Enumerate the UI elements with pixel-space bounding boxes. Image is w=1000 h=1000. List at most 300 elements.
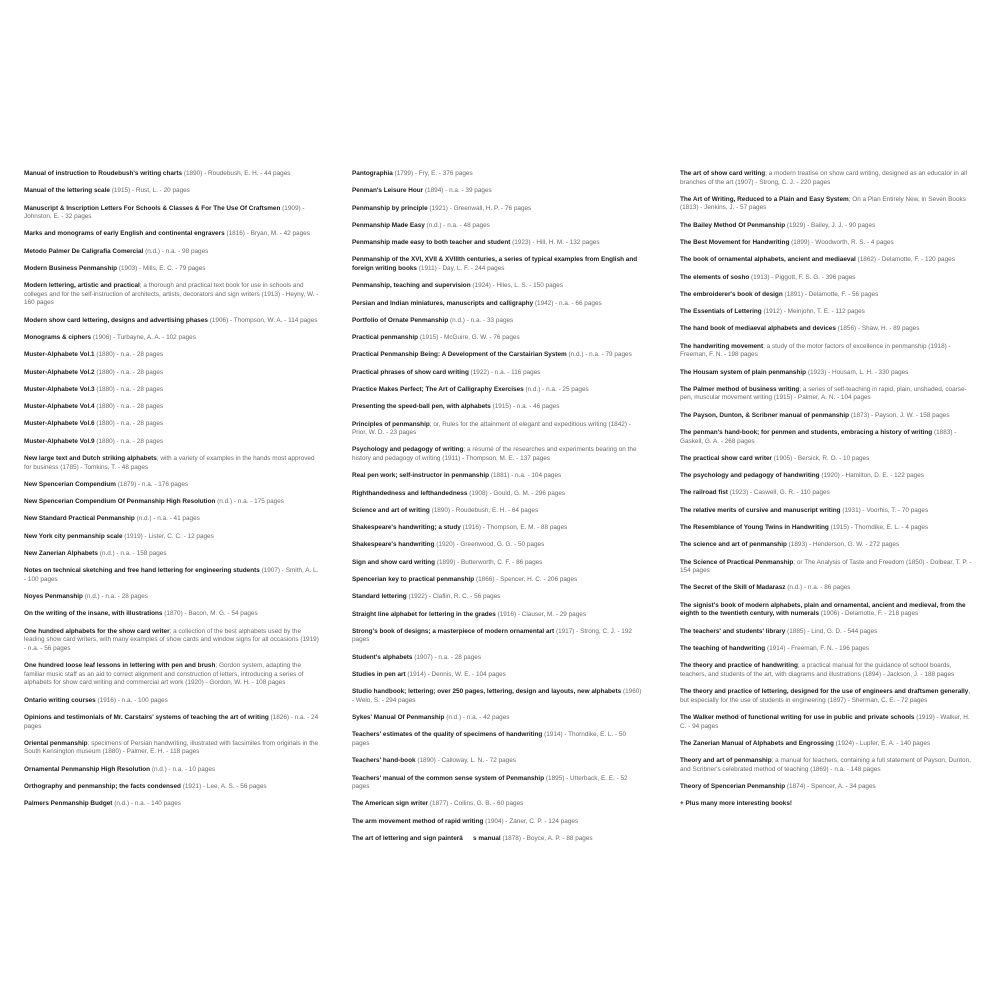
book-meta: (1914) - Thorndike, E. L. - 50 pages — [352, 731, 627, 747]
book-subtitle: ; On a Plan Entirely New, in Seven Books — [848, 195, 966, 203]
book-title: Muster-Alphabete Vol.3 — [24, 385, 95, 393]
book-title: Manual of the lettering scale — [24, 187, 110, 195]
book-meta: (1907) - Strong, C. J. - 220 pages — [735, 178, 831, 186]
book-meta: (1942) - n.a. - 66 pages — [534, 299, 602, 307]
book-title: The art of show card writing — [680, 170, 766, 177]
book-column-2 — [352, 170, 644, 852]
book-title: Theory of Spencerian Penmanship — [680, 782, 786, 790]
book-meta: (n.d.) - n.a. - 25 pages — [525, 385, 589, 393]
book-meta: (n.d.) - n.a. - 98 pages — [145, 247, 209, 255]
book-entry — [24, 455, 322, 472]
book-entry — [24, 662, 322, 688]
book-entry — [680, 645, 976, 654]
book-entry — [680, 602, 976, 619]
book-title: The psychology and pedagogy of handwriting — [680, 472, 820, 480]
book-meta: (1880) - n.a. - 28 pages — [96, 437, 164, 445]
book-meta: (1816) - Bryan, M. - 42 pages — [226, 230, 310, 238]
book-title: Practical penmanship — [352, 334, 419, 342]
book-title: The American sign writer — [352, 800, 429, 808]
book-title: New Zanerian Alphabets — [24, 550, 98, 557]
book-title: Shakespeare's handwriting — [352, 541, 435, 549]
book-entry — [680, 256, 976, 265]
book-title: Standard lettering — [352, 593, 407, 601]
book-entry — [24, 351, 322, 360]
book-entry — [352, 386, 644, 395]
book-meta: (1906) - Delamotte, F. - 218 pages — [820, 610, 919, 618]
book-title: Teachers' hand-book — [352, 757, 416, 765]
book-entry — [352, 317, 644, 326]
book-subtitle: ; a collection of the best alphabets used by the leading show card writers, with many examples of show cards and window signs for all occasions — [24, 627, 302, 644]
book-title: Muster-Alphabete Vol.6 — [24, 420, 95, 428]
book-title: The Art of Writing, Reduced to a Plain and Easy System — [680, 195, 849, 203]
book-meta: (1881) - n.a. - 104 pages — [490, 472, 562, 480]
book-subtitle: ; a thorough and practical text book for use in schools and colleges and for the self-instruction of architects, artists, decorators and sign writers — [24, 282, 304, 298]
book-entry — [24, 248, 322, 257]
book-entry — [680, 308, 976, 317]
book-meta: (1913) - Piggott, F. S. G. - 396 pages — [751, 273, 856, 281]
book-title: Principles of penmanship — [352, 420, 430, 428]
book-subtitle: ; or The Analysis of Taste and Freedom — [793, 558, 905, 566]
book-meta: (1920) - Hamilton, D. E. - 122 pages — [821, 472, 924, 480]
book-title: Strong's book of designs; a masterpiece of modern ornamental art — [352, 627, 555, 635]
book-entry — [352, 611, 644, 620]
book-entry — [24, 515, 322, 524]
book-meta: (n.d.) - n.a. - 33 pages — [450, 316, 514, 324]
book-entry — [24, 783, 322, 792]
book-title: Theory and art of penmanship — [680, 757, 772, 765]
book-entry — [352, 222, 644, 231]
book-entry — [680, 239, 976, 248]
book-title: The Best Movement for Handwriting — [680, 239, 790, 247]
book-title: Pantographia — [352, 170, 393, 177]
book-title: The teachers' and students' library — [680, 627, 786, 635]
book-title: New Spencerian Compendium Of Penmanship High Resolution — [24, 498, 216, 506]
book-entry — [352, 300, 644, 309]
book-title: Modern show card lettering, designs and advertising phases — [24, 316, 208, 324]
book-title: The theory and practice of handwriting — [680, 662, 798, 670]
book-title: Spencerian key to practical penmanship — [352, 575, 475, 583]
book-meta: (1850) - Dolbear, T. P. - 154 pages — [680, 558, 972, 575]
book-meta: (1880) - n.a. - 28 pages — [96, 403, 164, 411]
book-subtitle: ; a résumé of the researches and experiments bearing on the history and pedagogy of writing — [352, 446, 637, 462]
book-title: Penmanship made easy to both teacher and student — [352, 239, 511, 247]
book-title: One hundred alphabets for the show card writer — [24, 627, 170, 635]
book-meta: (n.d.) - n.a. - 140 pages — [114, 800, 182, 808]
book-title: Practical Penmanship Being: A Development of the Carstairian System — [352, 351, 567, 359]
book-meta: (1905) - Bersick, R. O. - 10 pages — [773, 454, 870, 462]
book-title: The practical show card writer — [680, 454, 772, 462]
book-meta: (1915) - Rust, L. - 20 pages — [111, 187, 190, 195]
book-entry — [352, 507, 644, 516]
book-entry — [24, 403, 322, 412]
book-meta: (1924) - Hiles, L. S. - 150 pages — [472, 282, 563, 290]
book-entry — [352, 239, 644, 248]
book-meta: (1890) - Roudebush, E. H. - 64 pages — [431, 506, 539, 514]
book-entry — [24, 610, 322, 619]
book-entry — [352, 559, 644, 568]
book-meta: (n.d.) - n.a. - 28 pages — [84, 593, 148, 601]
book-meta: (1904) - Zaner, C. P. - 124 pages — [485, 817, 579, 825]
book-column-1 — [24, 170, 322, 818]
book-meta: (1862) - Delamotte, F. - 120 pages — [857, 256, 955, 264]
book-meta: (1915) - n.a. - 46 pages — [492, 403, 560, 411]
book-entry — [352, 446, 644, 463]
book-title: The Essentials of Lettering — [680, 308, 762, 316]
book-meta: (1897) - Sherman, C. E. - 72 pages — [827, 696, 928, 704]
book-entry — [24, 740, 322, 757]
book-title: The Bailey Method Of Penmanship — [680, 221, 786, 229]
book-entry — [24, 481, 322, 490]
book-entry — [352, 524, 644, 533]
book-subtitle: ; a series of self-teaching in rapid, plain, unshaded, coarse-pen, muscular movement writing — [680, 385, 967, 402]
book-title: Shakespeare's handwriting; a study — [352, 524, 461, 532]
book-title: Ornamental Penmanship High Resolution — [24, 765, 151, 773]
book-entry — [680, 714, 976, 731]
book-title: Manuscript & Inscription Letters For Schools & Classes & For The Use Of Craftsmen — [24, 204, 281, 212]
book-entry — [680, 783, 976, 792]
book-subtitle: ; a modern treatise on show card writing, designed as an educator in all branches of the art — [680, 170, 967, 186]
book-meta: (1899) - Butterworth, C. F. - 86 pages — [436, 558, 543, 566]
book-entry — [24, 230, 322, 239]
book-title: Studies in pen art — [352, 670, 406, 678]
book-entry — [680, 369, 976, 378]
book-title: Science and art of writing — [352, 506, 430, 514]
book-meta: (1923) - Hill, H. M. - 132 pages — [512, 239, 600, 247]
more-books-note — [680, 800, 976, 809]
book-meta: (1842) - Prior, W. D. - 23 pages — [352, 420, 631, 437]
book-title: The penman's hand-book; for penmen and students, embracing a history of writing — [680, 429, 933, 437]
book-entry — [680, 386, 976, 403]
book-meta: (1922) - Claflin, R. C. - 56 pages — [408, 593, 501, 601]
book-entry — [24, 386, 322, 395]
book-meta: (n.d.) - n.a. - 10 pages — [151, 765, 216, 773]
book-title: The hand book of mediaeval alphabets and devices — [680, 325, 836, 333]
book-meta: (1923) - Caswell, G. R. - 110 pages — [729, 489, 830, 497]
book-title: Teachers' manual of the common sense system of Penmanship — [352, 774, 545, 782]
book-title: Teachers' estimates of the quality of specimens of handwriting — [352, 731, 543, 739]
book-entry — [352, 490, 644, 499]
book-meta: (1915) - McGuire, G. W. - 76 pages — [419, 334, 520, 342]
book-title: The railroad fist — [680, 489, 728, 497]
book-meta: (1903) - Mills, E. C. - 79 pages — [118, 265, 206, 272]
book-meta: (1929) - Bailey, J. J. - 90 pages — [786, 221, 876, 229]
book-title: The art of lettering and sign painterâs manual — [352, 835, 501, 842]
book-meta: (1918) - Freeman, F. N. - 198 pages — [680, 342, 951, 359]
book-meta: (1870) - Bacon, M. G. - 54 pages — [164, 610, 258, 618]
book-title: Palmers Penmanship Budget — [24, 800, 113, 808]
book-entry — [24, 498, 322, 507]
book-title: Penmanship of the XVI, XVII & XVIIIth centuries, a series of typical examples from English and foreign writing books — [352, 256, 638, 272]
book-meta: (1915) - Thorndike, E. L. - 4 pages — [830, 524, 929, 532]
book-entry — [24, 265, 322, 274]
book-title: The theory and practice of lettering, designed for the use of engineers and draftsmen generally — [680, 688, 969, 696]
book-meta: (1877) - Collins, G. B. - 60 pages — [429, 800, 524, 808]
book-title: Penmanship by principle — [352, 204, 428, 212]
book-entry — [680, 541, 976, 550]
book-meta: (1931) - Voorhis, T. - 70 pages — [842, 506, 929, 514]
book-title: Ontario writing courses — [24, 696, 96, 704]
book-title: Sign and show card writing — [352, 558, 436, 566]
book-entry — [24, 369, 322, 378]
book-meta: (n.d.) - n.a. - 175 pages — [217, 498, 284, 506]
book-entry — [680, 222, 976, 231]
book-meta: (1920) - Gordon, W. H. - 108 pages — [185, 679, 286, 687]
book-meta: (1906) - Thompson, W. A. - 114 pages — [209, 316, 318, 324]
book-entry — [352, 256, 644, 273]
book-title: The Housam system of plain penmanship — [680, 368, 807, 376]
book-meta: (1894) - Jackson, J. - 188 pages — [862, 670, 955, 678]
book-meta: (1914) - Dennis, W. E. - 104 pages — [407, 670, 506, 678]
book-entry — [680, 196, 976, 213]
book-meta: (1960) - Welo, S. - 294 pages — [352, 688, 642, 704]
book-title: The book of ornamental alphabets, ancient and mediaeval — [680, 256, 856, 264]
book-entry — [24, 593, 322, 602]
book-entry — [352, 757, 644, 766]
book-title: Straight line alphabet for lettering in the grades — [352, 610, 496, 618]
book-meta: (1917) - Strong, C. J. - 192 pages — [352, 627, 632, 644]
book-title: The science and art of penmanship — [680, 541, 787, 549]
book-entry — [24, 205, 322, 222]
book-meta: (1916) - Clauser, M. - 29 pages — [497, 610, 587, 618]
book-title: The embroiderer's book of design — [680, 290, 783, 298]
book-column-3 — [680, 170, 976, 818]
book-meta: (1880) - n.a. - 28 pages — [96, 385, 164, 393]
book-entry — [24, 282, 322, 308]
book-meta: (1866) - Spencer, H. C. - 206 pages — [475, 575, 578, 583]
book-entry — [680, 170, 976, 187]
book-entry — [352, 835, 644, 844]
book-meta: (n.d.) - n.a. - 48 pages — [426, 221, 490, 229]
book-title: Opinions and testimonials of Mr. Carstairs' systems of teaching the art of writing — [24, 713, 269, 721]
book-entry — [680, 489, 976, 498]
book-entry — [352, 403, 644, 412]
book-meta: (1895) - Utterback, E. E. - 52 pages — [352, 774, 628, 791]
book-meta: (1893) - Henderson, G. W. - 272 pages — [788, 541, 900, 549]
book-title: Oriental penmanship — [24, 739, 88, 747]
book-subtitle: ; a study of the motor factors of excellence in penmanship — [763, 342, 927, 350]
book-meta: (1880) - Palmer, E. H. - 118 pages — [102, 748, 200, 756]
book-title: Modern Business Penmanship — [24, 265, 118, 272]
book-title: Righthandedness and lefthandedness — [352, 489, 468, 497]
book-entry — [352, 671, 644, 680]
book-meta: (1813) - Jenkins, J. - 57 pages — [680, 204, 767, 212]
book-entry — [24, 187, 322, 196]
book-title: One hundred loose leaf lessons in lettering with pen and brush — [24, 662, 216, 670]
book-entry — [680, 325, 976, 334]
book-title: The Palmer method of business writing — [680, 385, 800, 393]
book-entry — [680, 757, 976, 774]
book-meta: (1874) - Spencer, A. - 34 pages — [786, 782, 876, 790]
book-title: Studio handbook; lettering; over 250 pages, lettering, design and layouts, new alphabets — [352, 688, 622, 696]
book-entry — [680, 628, 976, 637]
book-meta: (1915) - Palmer, A. N. - 104 pages — [773, 394, 871, 402]
book-entry — [24, 438, 322, 447]
book-title: The Walker method of functional writing for use in public and private schools — [680, 713, 915, 721]
book-entry — [680, 291, 976, 300]
book-entry — [352, 421, 644, 438]
book-meta: (n.d.) - n.a. - 86 pages — [787, 584, 851, 592]
book-entry — [680, 455, 976, 464]
book-meta: (1913) - Heyny, W. - 160 pages — [24, 290, 319, 307]
book-title: Noyes Penmanship — [24, 593, 83, 601]
book-title: Notes on technical sketching and free hand lettering for engineering students — [24, 567, 260, 575]
book-meta: (1873) - Payson, J. W. - 158 pages — [850, 411, 950, 419]
book-title: The relative merits of cursive and manuscript writing — [680, 506, 841, 514]
book-title: Orthography and penmanship; the facts condensed — [24, 782, 181, 790]
book-title: The teaching of handwriting — [680, 644, 766, 652]
book-meta: (1880) - n.a. - 28 pages — [96, 368, 164, 376]
book-entry — [680, 412, 976, 421]
book-entry — [352, 800, 644, 809]
book-title: Portfolio of Ornate Penmanship — [352, 316, 449, 324]
book-entry — [352, 205, 644, 214]
book-title: The Resemblance of Young Twins in Handwriting — [680, 524, 829, 532]
book-entry — [352, 628, 644, 645]
book-entry — [680, 559, 976, 576]
book-subtitle: , but especially for the use of students in engineering — [680, 688, 971, 704]
book-meta: (1890) - Roudebush, E. H. - 44 pages — [183, 170, 291, 177]
book-meta: (n.d.) - n.a. - 42 pages — [446, 714, 510, 722]
book-meta: (1908) - Gould, G. M. - 296 pages — [469, 489, 566, 497]
book-title: Muster-Alphabete Vol.4 — [24, 403, 95, 411]
book-title: The signist's book of modern alphabets, plain and ornamental, ancient and medieval, from the eighth to the twentieth century, with numerals — [680, 601, 966, 618]
book-entry — [24, 567, 322, 584]
book-title: The elements of sosho — [680, 273, 750, 281]
book-entry — [24, 697, 322, 706]
book-entry — [352, 593, 644, 602]
book-meta: (1879) - n.a. - 176 pages — [117, 480, 189, 488]
book-title: The Science of Practical Penmanship — [680, 558, 794, 566]
book-title: The arm movement method of rapid writing — [352, 817, 484, 825]
book-entry — [352, 541, 644, 550]
book-entry — [352, 654, 644, 663]
book-entry — [680, 429, 976, 446]
book-meta: (1894) - n.a. - 39 pages — [424, 187, 492, 195]
book-title: New large text and Dutch striking alphabets — [24, 455, 157, 462]
book-entry — [352, 334, 644, 343]
book-meta: (1906) - Turbayne, A. A. - 102 pages — [92, 334, 196, 342]
book-meta: (1921) - Greenwall, H. P. - 76 pages — [429, 204, 532, 212]
book-entry — [352, 369, 644, 378]
book-entry — [680, 524, 976, 533]
book-meta: (1911) - Thompson, M. E. - 137 pages — [442, 455, 550, 462]
book-entry — [680, 507, 976, 516]
book-entry — [352, 731, 644, 748]
book-entry — [352, 714, 644, 723]
book-entry — [680, 472, 976, 481]
book-title: Muster-Alphabete Vol.1 — [24, 351, 95, 359]
book-title: Manual of instruction to Roudebush's writing charts — [24, 170, 183, 177]
book-entry — [24, 334, 322, 343]
book-meta: (n.d.) - n.a. - 79 pages — [568, 351, 632, 359]
book-entry — [680, 662, 976, 679]
book-entry — [352, 170, 644, 179]
book-title: New Standard Practical Penmanship — [24, 515, 135, 523]
book-title: Modern lettering, artistic and practical — [24, 282, 140, 290]
book-title: New York city penmanship scale — [24, 532, 123, 540]
book-entry — [24, 800, 322, 809]
book-title: Practice Makes Perfect; The Art of Calligraphy Exercises — [352, 385, 524, 393]
book-subtitle: ; Gordon system, adapting the familiar music staff as an aid to correct alignment and construction of letters, introducing a series of alphabets for show card writing and commercial art work — [24, 662, 304, 687]
book-title: Sykes' Manual Of Penmanship — [352, 714, 445, 722]
book-meta: (1899) - Woodworth, R. S. - 4 pages — [791, 239, 894, 247]
book-meta: (1885) - Lind, G. D. - 544 pages — [787, 627, 878, 635]
book-entry — [24, 317, 322, 326]
book-meta: (1916) - Thompson, E. M. - 88 pages — [462, 524, 568, 532]
book-entry — [352, 576, 644, 585]
book-title: The Payson, Dunton, & Scribner manual of penmanship — [680, 411, 850, 419]
book-meta: (1856) - Shaw, H. - 89 pages — [837, 325, 920, 333]
book-meta: (1880) - n.a. - 28 pages — [96, 351, 164, 359]
book-meta: (1922) - n.a. - 116 pages — [470, 368, 541, 376]
book-entry — [352, 775, 644, 792]
book-title: Penman's Leisure Hour — [352, 187, 424, 195]
book-entry — [352, 351, 644, 360]
book-entry — [24, 170, 322, 179]
book-meta: (n.d.) - n.a. - 41 pages — [136, 515, 200, 523]
book-meta: (1919) - Walker, H. C. - 94 pages — [680, 713, 970, 730]
book-title: Muster-Alphabete Vol.9 — [24, 437, 95, 445]
book-subtitle: ; a practical manual for the guidance of school boards, teachers, and students of the art, with diagrams and illustrations — [680, 662, 952, 678]
book-title: On the writing of the insane, with illustrations — [24, 610, 163, 618]
book-entry — [680, 274, 976, 283]
book-meta: (1923) - Housam, L. H. - 330 pages — [807, 368, 909, 376]
book-entry — [352, 282, 644, 291]
book-title: Psychology and pedagogy of writing — [352, 446, 464, 454]
book-meta: (1883) - Gaskell, G. A. - 268 pages — [680, 429, 957, 445]
book-meta: (1880) - n.a. - 28 pages — [96, 420, 164, 428]
book-meta: (1921) - Lee, A. S. - 56 pages — [182, 782, 267, 790]
book-title: Presenting the speed-ball pen, with alphabets — [352, 403, 491, 411]
book-meta: (1878) - Boyce, A. P. - 88 pages — [502, 835, 593, 842]
book-entry — [24, 533, 322, 542]
book-meta: (1911) - Day, L. F. - 244 pages — [418, 265, 505, 272]
book-title: The Secret of the Skill of Madarasz — [680, 584, 786, 592]
book-entry — [352, 472, 644, 481]
book-meta: (1919) - n.a. - 56 pages — [24, 636, 319, 652]
book-entry — [24, 714, 322, 731]
book-title: Student's alphabets — [352, 653, 413, 661]
book-meta: (1914) - Freeman, F. N. - 196 pages — [767, 644, 869, 652]
book-title: The Zanerian Manual of Alphabets and Engrossing — [680, 739, 834, 747]
book-entry — [680, 740, 976, 749]
book-meta: (1799) - Fry, E. - 376 pages — [394, 170, 473, 177]
book-title: Penmanship, teaching and supervision — [352, 282, 471, 290]
book-subtitle: ; with a variety of examples in the hands most approved for business — [24, 455, 315, 471]
book-title: Monograms & ciphers — [24, 334, 92, 342]
book-meta: (1891) - Delamotte, F. - 56 pages — [784, 290, 879, 298]
book-meta: (1920) - Greenwood, G. G. - 50 pages — [436, 541, 545, 549]
book-title: Practical phrases of show card writing — [352, 368, 469, 376]
book-title: Metodo Palmer De Caligrafia Comercial — [24, 247, 144, 255]
book-subtitle: ; or, Rules for the attainment of elegant and expeditious writing — [429, 420, 607, 428]
book-meta: (1916) - n.a. - 100 pages — [97, 696, 168, 704]
book-meta: (1912) - Meinjohn, T. E. - 112 pages — [763, 308, 865, 316]
book-subtitle: ; specimens of Persian handwriting, illustrated with facsimiles from originals in the South Kensington museum — [24, 739, 319, 756]
book-meta: (1919) - Lister, C. C. - 12 pages — [124, 532, 214, 540]
more-books-label: + Plus many more interesting books! — [680, 800, 793, 808]
book-meta: (1869) - n.a. - 148 pages — [810, 765, 881, 773]
book-title: Persian and Indian miniatures, manuscripts and calligraphy — [352, 299, 534, 307]
book-meta: (1907) - Smith, A. L. - 100 pages — [24, 567, 319, 583]
book-title: Marks and monograms of early English and continental engravers — [24, 230, 225, 238]
book-meta: (1890) - Calloway, L. N. - 72 pages — [417, 757, 516, 765]
book-entry — [680, 584, 976, 593]
book-title: New Spencerian Compendium — [24, 480, 116, 488]
book-title: Real pen work; self-instructor in penmanship — [352, 472, 490, 480]
book-entry — [352, 818, 644, 827]
book-meta: (1924) - Lupfer, E. A. - 140 pages — [835, 739, 931, 747]
